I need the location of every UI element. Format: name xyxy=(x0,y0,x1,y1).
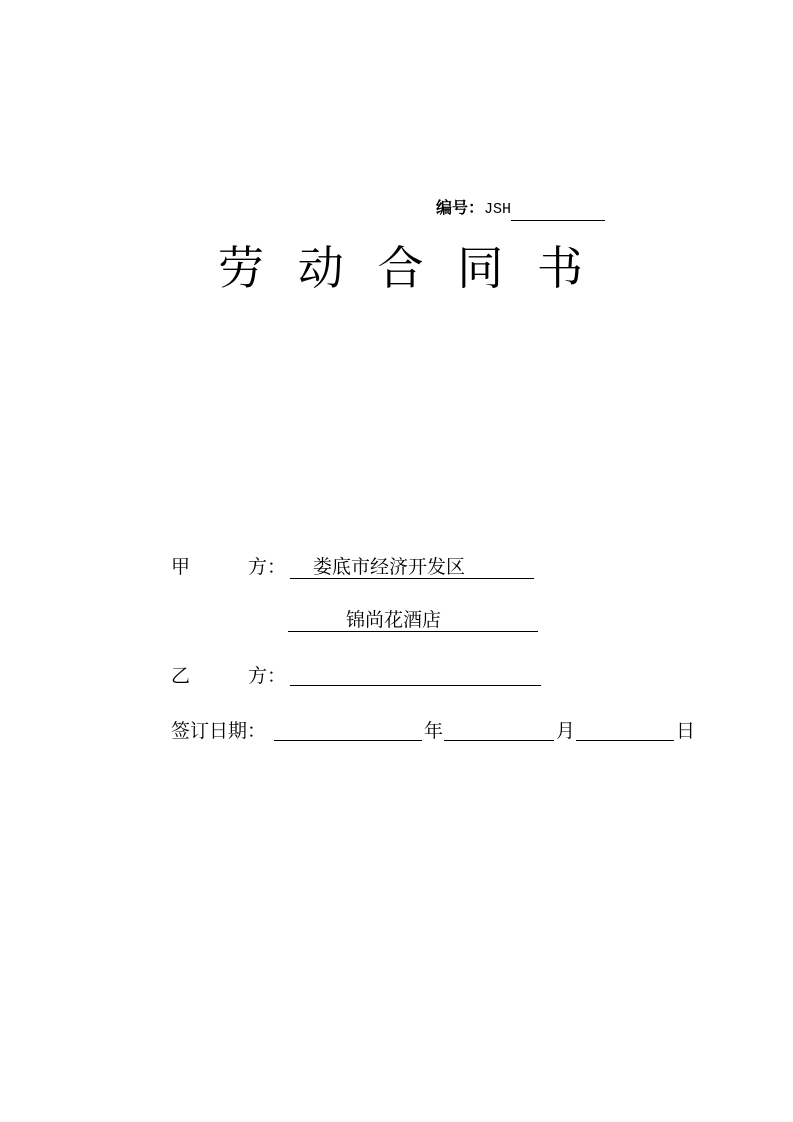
serial-blank-line xyxy=(511,202,605,221)
serial-prefix: JSH xyxy=(484,201,512,218)
sign-date-label: 签订日期： xyxy=(171,720,267,742)
title-char: 书 xyxy=(537,241,583,295)
sign-day-blank xyxy=(576,717,674,741)
serial-number xyxy=(436,197,605,221)
party-a-label-char: 甲 xyxy=(171,556,191,578)
title-char: 动 xyxy=(297,241,344,295)
party-b-label-suffix: 方： xyxy=(248,665,287,687)
party-b-name-blank xyxy=(290,662,541,686)
party-a-name-line1 xyxy=(290,553,534,579)
sign-month-label: 月 xyxy=(556,720,576,742)
party-a-name-text1: 娄底市经济开发区 xyxy=(313,556,466,578)
title-char: 劳 xyxy=(218,241,264,295)
page-title xyxy=(218,238,583,298)
serial-label: 编号： xyxy=(436,198,485,217)
sign-year-label: 年 xyxy=(424,720,444,742)
sign-day-label: 日 xyxy=(676,720,696,742)
title-char: 合 xyxy=(377,241,424,295)
party-b-label-char: 乙 xyxy=(171,665,191,687)
party-a-label-suffix: 方： xyxy=(248,556,287,578)
title-char: 同 xyxy=(457,241,504,295)
sign-month-blank xyxy=(444,717,554,741)
party-a-name-line2 xyxy=(288,606,538,632)
sign-year-blank xyxy=(274,717,422,741)
party-a-name-text2: 锦尚花酒店 xyxy=(346,609,442,631)
